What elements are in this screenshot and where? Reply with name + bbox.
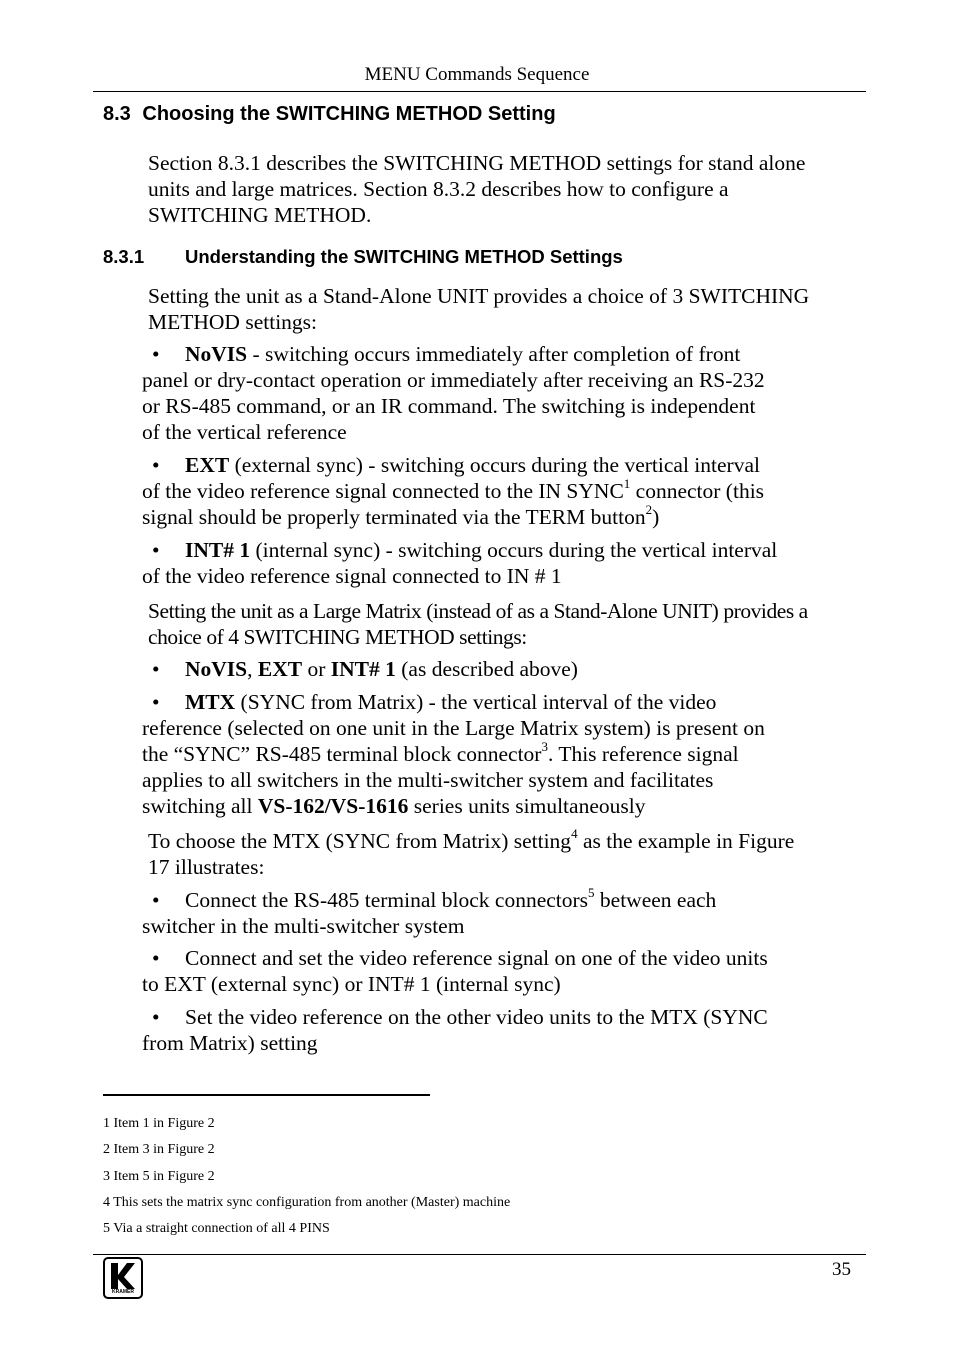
standalone-line-1: Setting the unit as a Stand-Alone UNIT provides a choice of 3 SWITCHING [148, 284, 810, 308]
int-text-1: (internal sync) - switching occurs during the vertical interval [250, 538, 778, 562]
novis-text-2: panel or dry-contact operation or immediately after receiving an RS-232 [142, 368, 765, 392]
step2-text-1: Connect and set the video reference signal on one of the video units [185, 946, 768, 970]
ext-text-2a: of the video reference signal connected to the IN SYNC [142, 479, 624, 503]
choose-paragraph [148, 825, 795, 880]
term-mtx: MTX [185, 690, 236, 714]
mtx-text-3b: . This reference signal [547, 742, 739, 766]
summary-or: or [302, 657, 331, 681]
footnote-ref-2: 2 [645, 501, 653, 517]
bullet-novis [142, 341, 842, 445]
int-text-2: of the video reference signal connected to IN # 1 [142, 564, 562, 588]
matrix-line-2: choice of 4 SWITCHING METHOD settings: [148, 625, 527, 649]
choose-line-1a: To choose the MTX (SYNC from Matrix) setting [148, 829, 572, 853]
page-number: 35 [832, 1259, 851, 1280]
novis-text-1: - switching occurs immediately after completion of front [247, 342, 741, 366]
footnote-4: 4 This sets the matrix sync configuration from another (Master) machine [103, 1195, 511, 1210]
intro-line-2: units and large matrices. Section 8.3.2 describes how to configure a [148, 177, 729, 201]
footnote-ref-4: 4 [571, 825, 578, 841]
term-novis-ref: NoVIS [185, 657, 248, 681]
choose-line-2: 17 illustrates: [148, 855, 265, 879]
bullet-ext [142, 452, 842, 530]
bullet-int [142, 537, 842, 589]
step2-text-2: to EXT (external sync) or INT# 1 (internal sync) [142, 972, 561, 996]
section-number: 8.3 [103, 103, 131, 125]
subsection-title: Understanding the SWITCHING METHOD Settings [185, 246, 623, 267]
footer-rule [93, 1254, 866, 1255]
section-heading [103, 103, 556, 126]
bullet-icon: • [152, 342, 160, 366]
matrix-paragraph [148, 598, 808, 650]
footnote-ref-1: 1 [623, 475, 631, 491]
bullet-icon: • [152, 453, 160, 477]
step1-text-1b: between each [594, 888, 717, 912]
ext-text-2b: connector (this [630, 479, 765, 503]
footnote-3: 3 Item 5 in Figure 2 [103, 1169, 215, 1184]
intro-line-3: SWITCHING METHOD. [148, 203, 372, 227]
step-1 [142, 884, 842, 939]
header-rule [93, 91, 866, 92]
mtx-text-1: (SYNC from Matrix) - the vertical interval of the video [235, 690, 717, 714]
step-2 [142, 945, 842, 997]
bullet-icon: • [152, 538, 160, 562]
matrix-line-1: Setting the unit as a Large Matrix (instead of as a Stand-Alone UNIT) provides a [148, 599, 808, 623]
logo-wordmark: KRAMER [112, 1289, 134, 1295]
bullet-icon: • [152, 1005, 160, 1029]
step1-text-1a: Connect the RS-485 terminal block connectors [185, 888, 589, 912]
mtx-text-5a: switching all [142, 794, 258, 818]
footnote-rule [103, 1094, 430, 1096]
bullet-icon: • [152, 690, 160, 714]
standalone-line-2: METHOD settings: [148, 310, 318, 334]
subsection-number: 8.3.1 [103, 246, 145, 267]
kramer-logo [103, 1257, 143, 1299]
summary-rest: (as described above) [395, 657, 578, 681]
bullet-icon: • [152, 946, 160, 970]
section-title: Choosing the SWITCHING METHOD Setting [142, 103, 556, 125]
intro-line-1: Section 8.3.1 describes the SWITCHING METHOD settings for stand alone [148, 151, 806, 175]
ext-text-3b: ) [652, 505, 660, 529]
choose-line-1b: as the example in Figure [577, 829, 795, 853]
ext-text-1: (external sync) - switching occurs during the vertical interval [229, 453, 760, 477]
mtx-text-4: applies to all switchers in the multi-switcher system and facilitates [142, 768, 714, 792]
mtx-text-5c: series units simultaneously [408, 794, 646, 818]
bullet-summary [142, 656, 842, 682]
footnote-1: 1 Item 1 in Figure 2 [103, 1116, 215, 1131]
intro-paragraph [148, 150, 805, 228]
mtx-text-2: reference (selected on one unit in the Large Matrix system) is present on [142, 716, 765, 740]
footnote-ref-3: 3 [541, 738, 548, 754]
term-int-ref: INT# 1 [330, 657, 396, 681]
term-int: INT# 1 [185, 538, 251, 562]
summary-sep: , [247, 657, 258, 681]
step3-text-1: Set the video reference on the other video units to the MTX (SYNC [185, 1005, 768, 1029]
term-ext-ref: EXT [257, 657, 303, 681]
step-3 [142, 1004, 842, 1056]
step3-text-2: from Matrix) setting [142, 1031, 318, 1055]
mtx-text-3a: the “SYNC” RS-485 terminal block connector [142, 742, 542, 766]
novis-text-4: of the vertical reference [142, 420, 347, 444]
term-ext: EXT [185, 453, 230, 477]
ext-text-3a: signal should be properly terminated via the TERM button [142, 505, 646, 529]
model-names: VS-162/VS-1616 [257, 794, 409, 818]
running-header: MENU Commands Sequence [364, 64, 590, 85]
term-novis: NoVIS [185, 342, 248, 366]
subsection-heading [103, 246, 623, 268]
bullet-mtx [142, 689, 842, 819]
standalone-paragraph [148, 283, 809, 335]
bullet-icon: • [152, 888, 160, 912]
footnote-2: 2 Item 3 in Figure 2 [103, 1142, 215, 1157]
bullet-icon: • [152, 657, 160, 681]
footnote-5: 5 Via a straight connection of all 4 PINS [103, 1221, 330, 1236]
footnote-ref-5: 5 [588, 884, 595, 900]
novis-text-3: or RS-485 command, or an IR command. The switching is independent [142, 394, 756, 418]
step1-text-2: switcher in the multi-switcher system [142, 914, 465, 938]
